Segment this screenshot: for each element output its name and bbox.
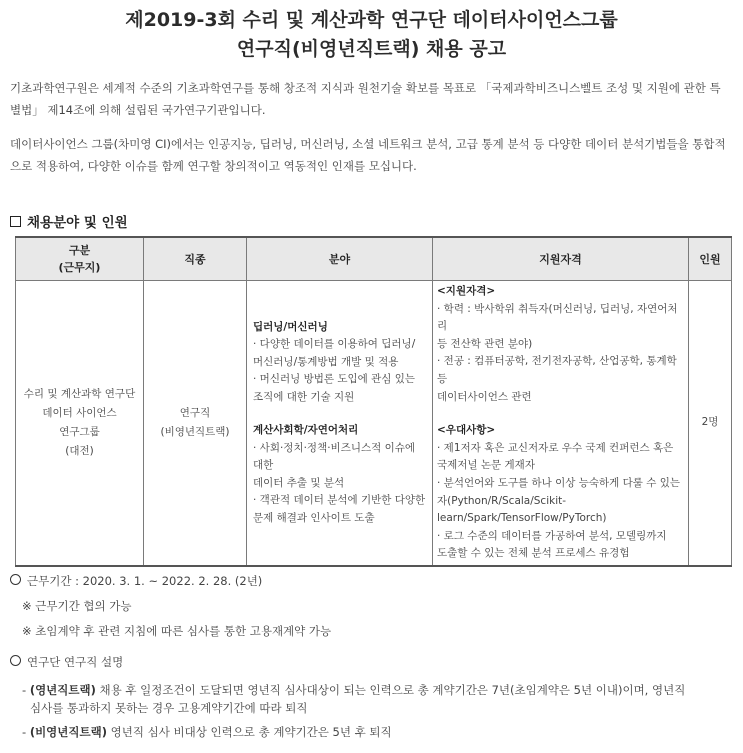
job-line: 연구직: [179, 406, 211, 419]
qualification-line: learn/Spark/TensorFlow/PyTorch): [437, 512, 607, 525]
qualification-line: 등 전산학 관련 분야): [437, 337, 533, 350]
recruitment-table: [15, 236, 732, 567]
header-qualification: 지원자격: [433, 237, 689, 281]
cell-headcount: 2명: [689, 281, 732, 566]
cell-field: [247, 281, 433, 566]
note-period-negotiable: ※ 근무기간 협의 가능: [22, 599, 132, 613]
header-division-label: 구분: [68, 244, 91, 257]
qualification-line: · 전공 : 컴퓨터공학, 전기전자공학, 산업공학, 통계학 등: [437, 355, 677, 385]
tenure-track-label: (영년직트랙): [29, 683, 96, 697]
field-line: 문제 해결과 인사이트 도출: [253, 511, 375, 524]
qualification-line: 도출할 수 있는 전체 분석 프로세스 유경험: [437, 547, 630, 560]
field-heading: 계산사회학/자연어처리: [253, 424, 359, 437]
circle-bullet-icon: [10, 655, 21, 666]
qualification-line: · 분석언어와 도구를 하나 이상 능숙하게 다룰 수 있는: [437, 476, 681, 489]
qualification-line: 자(Python/R/Scala/Scikit-: [437, 494, 567, 507]
section-heading-description: [10, 651, 123, 673]
work-period: [10, 570, 262, 592]
work-period-text: 근무기간 : 2020. 3. 1. ~ 2022. 2. 28. (2년): [27, 574, 263, 588]
non-tenure-track-text: 영년직 심사 비대상 인력으로 총 계약기간은 5년 후 퇴직: [106, 725, 392, 739]
intro-paragraph-2: 데이터사이언스 그룹(차미영 CI)에서는 인공지능, 딥러닝, 머신러닝, 소셜 네트워크 분석, 고급 통계 분석 등 다양한 데이터 분석기법들을 통합적으로 적용하여, 다양한 이슈를 함께 연구할 창의적이고 역동적인 인재를 모십니다.: [10, 137, 726, 173]
field-line: · 다양한 데이터를 이용하여 딥러닝/: [253, 338, 416, 351]
description-item-tenure-track: - (영년직트랙) 채용 후 일정조건이 도달되면 영년직 심사대상이 되는 인력으로 총 계약기간은 7년(초임계약은 5년 이내)이며, 영년직 심사를 통과하지 못하는 경우 고용계약기간에 따라 퇴직: [22, 681, 729, 717]
qualification-line: 데이터사이언스 관련: [437, 390, 532, 403]
job-line: (비영년직트랙): [160, 425, 230, 438]
section-description-label: 연구단 연구직 설명: [27, 655, 124, 669]
field-heading: 딥러닝/머신러닝: [253, 320, 328, 333]
qualification-line: · 제1저자 혹은 교신저자로 우수 국제 컨퍼런스 혹은: [437, 441, 674, 454]
qualification-line: · 로그 수준의 데이터를 가공하여 분석, 모델링까지: [437, 529, 667, 542]
non-tenure-track-label: (비영년직트랙): [29, 725, 107, 739]
tenure-track-text-cont: 심사를 통과하지 못하는 경우 고용계약기간에 따라 퇴직: [30, 701, 308, 715]
table-header-row: [16, 237, 732, 281]
description-item-non-tenure-track: - (비영년직트랙) 영년직 심사 비대상 인력으로 총 계약기간은 5년 후 퇴직: [22, 725, 392, 739]
header-division: [16, 237, 144, 281]
circle-bullet-icon: [10, 574, 21, 585]
header-headcount: 인원: [689, 237, 732, 281]
qualification-line: · 학력 : 박사학위 취득자(머신러닝, 딥러닝, 자연어처리: [437, 302, 678, 333]
header-division-sub: (근무지): [58, 261, 101, 274]
cell-division: [16, 281, 144, 566]
division-line: 데이터 사이언스: [42, 406, 117, 419]
intro-paragraph-1: 기초과학연구원은 세계적 수준의 기초과학연구를 통해 창조적 지식과 원천기술 확보를 목표로 「국제과학비즈니스벨트 조성 및 지원에 관한 특별법」 제14조에 의해 설립된 국가연구기관입니다.: [10, 81, 721, 117]
division-line: (대전): [65, 444, 94, 457]
field-line: · 객관적 데이터 분석에 기반한 다양한: [253, 494, 426, 507]
field-line: · 사회·정치·정책·비즈니스적 이슈에 대한: [253, 441, 416, 472]
page-title: [0, 6, 743, 64]
division-line: 연구그룹: [59, 425, 100, 438]
table-row: [16, 281, 732, 566]
cell-qualification: [433, 281, 689, 566]
tenure-track-text: 채용 후 일정조건이 도달되면 영년직 심사대상이 되는 인력으로 총 계약기간은 7년(초임계약은 5년 이내)이며, 영년직: [95, 683, 686, 697]
qualification-heading: <우대사항>: [437, 424, 496, 437]
field-line: 머신러닝/통계방법 개발 및 적용: [253, 355, 399, 368]
cell-job: [144, 281, 247, 566]
header-field: 분야: [247, 237, 433, 281]
section-heading-label: 채용분야 및 인원: [27, 215, 128, 231]
title-line-2: 연구직(비영년직트랙) 채용 공고: [236, 38, 507, 60]
qualification-heading: <지원자격>: [437, 285, 496, 297]
square-bullet-icon: [10, 216, 21, 227]
field-line: 조직에 대한 기술 지원: [253, 390, 355, 403]
qualification-line: 국제저널 논문 게재자: [437, 459, 535, 472]
field-line: 데이터 추출 및 분석: [253, 476, 345, 489]
field-line: · 머신러닝 방법론 도입에 관심 있는: [253, 373, 416, 386]
header-job: 직종: [144, 237, 247, 281]
section-heading-recruitment: [10, 211, 128, 231]
division-line: 수리 및 계산과학 연구단: [23, 387, 136, 400]
title-line-1: 제2019-3회 수리 및 계산과학 연구단 데이터사이언스그룹: [125, 9, 618, 31]
note-recontract: ※ 초임계약 후 관련 지침에 따른 심사를 통한 고용재계약 가능: [22, 624, 332, 638]
